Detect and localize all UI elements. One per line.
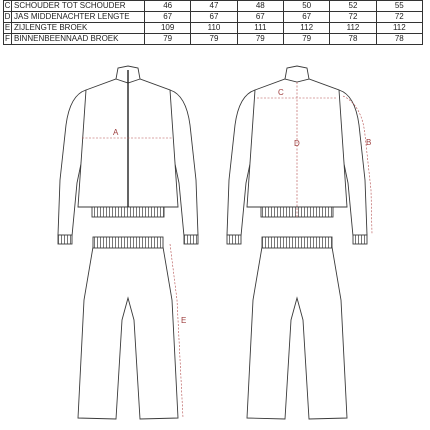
row-code: E <box>4 23 11 32</box>
row-label: JAS MIDDENACHTER LENGTE <box>12 12 145 23</box>
pants-front-view <box>78 237 178 419</box>
left-cuff <box>58 235 72 244</box>
right-cuff <box>184 235 198 244</box>
cell-value: 112 <box>283 23 329 34</box>
cell-value: 112 <box>376 23 422 34</box>
table-row <box>4 23 423 34</box>
pants-back-waistband <box>262 237 332 248</box>
cell-value: 79 <box>237 34 283 45</box>
cell-value: 52 <box>330 1 376 12</box>
cell-value: 72 <box>330 12 376 23</box>
cell-value: 78 <box>330 34 376 45</box>
back-right-cuff <box>353 235 367 244</box>
pants-front-waistband <box>93 237 163 248</box>
back-collar <box>285 66 309 82</box>
cell-value: 110 <box>191 23 237 34</box>
cell-value: 112 <box>330 23 376 34</box>
measure-label-d: D <box>294 139 300 148</box>
table-row <box>4 1 423 12</box>
cell-value: 67 <box>237 12 283 23</box>
measure-label-e: E <box>181 316 187 325</box>
tracksuit-technical-drawing <box>0 55 430 430</box>
size-chart-table <box>3 0 423 45</box>
pants-back-body <box>247 247 347 419</box>
cell-value: 111 <box>237 23 283 34</box>
cell-value: 67 <box>145 12 191 23</box>
back-left-cuff <box>227 235 241 244</box>
cell-value: 47 <box>191 1 237 12</box>
cell-value: 48 <box>237 1 283 12</box>
cell-value: 78 <box>376 34 422 45</box>
cell-value: 67 <box>283 12 329 23</box>
cell-value: 46 <box>145 1 191 12</box>
cell-value: 79 <box>191 34 237 45</box>
cell-value: 55 <box>376 1 422 12</box>
table-row <box>4 34 423 45</box>
measure-label-a: A <box>113 128 119 137</box>
row-label: BINNENBEENNAAD BROEK <box>12 34 145 45</box>
row-label: ZIJLENGTE BROEK <box>12 23 145 34</box>
row-code: C <box>4 1 11 10</box>
cell-value: 109 <box>145 23 191 34</box>
cell-value: 72 <box>376 12 422 23</box>
row-code: D <box>4 12 11 21</box>
table-row <box>4 12 423 23</box>
row-code: F <box>5 34 10 43</box>
pants-front-body <box>78 247 178 419</box>
row-label: SCHOUDER TOT SCHOUDER <box>12 1 145 12</box>
cell-value: 79 <box>283 34 329 45</box>
cell-value: 79 <box>145 34 191 45</box>
measure-label-b: B <box>366 138 372 147</box>
measure-label-c: C <box>278 88 284 97</box>
pants-back-view <box>247 237 347 419</box>
cell-value: 50 <box>283 1 329 12</box>
cell-value: 67 <box>191 12 237 23</box>
jacket-waistband <box>92 207 164 217</box>
